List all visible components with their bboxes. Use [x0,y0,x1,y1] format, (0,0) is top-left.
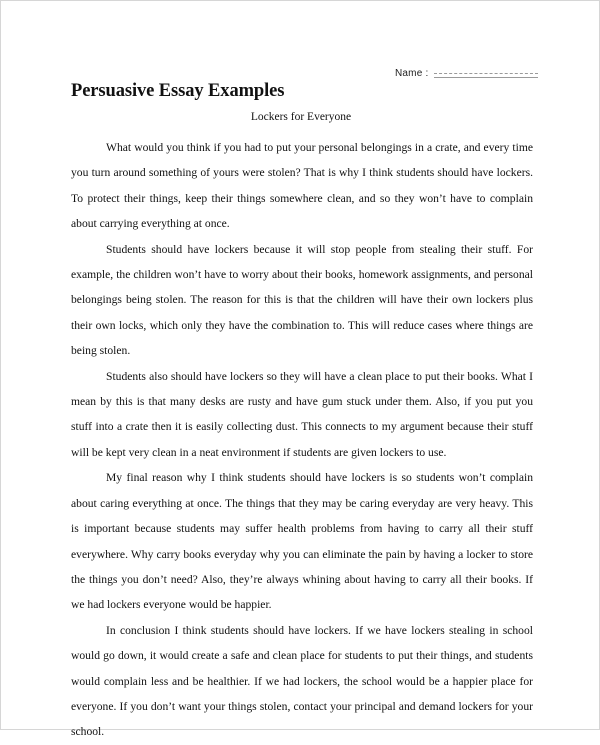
document-title: Persuasive Essay Examples [71,81,285,101]
name-blank-line [434,73,538,78]
essay-subtitle: Lockers for Everyone [250,111,352,123]
essay-body [71,135,533,745]
paragraph-5: In conclusion I think students should have lockers. If we have lockers stealing in school would go down, it would create a safe and clean place for students to put their things, and students would complain less and be healthier. If we had lockers, the school would be a happier place for everyone. If you don’t want your things stolen, contact your principal and demand lockers for your school. [71,623,533,739]
paragraph-1: What would you think if you had to put your personal belongings in a crate, and every time you turn around something of yours were stolen? That is why I think students should have lockers. To protect their things, keep their things somewhere clean, and so they won’t have to complain about carrying everything at once. [71,141,533,231]
paragraph-3: Students also should have lockers so they will have a clean place to put their books. What I mean by this is that many desks are rusty and have gum stuck under them. Also, if you put you stuff into a crate then it is easily collecting dust. This connects to my argument because their stuff will be kept very clean in a neat environment if students are given lockers to use. [71,369,533,459]
name-field [395,68,538,79]
paragraph-4: My final reason why I think students should have lockers is so students won’t complain about caring everything at once. The things that they may be caring everyday are very heavy. This is important because students may suffer health problems from having to carry all their stuff everywhere. Why carry books everyday why you can eliminate the pain by having a locker to store the things you don’t need? Also, they’re always whining about having to carry all their books. If we had lockers everyone would be happier. [71,471,533,612]
name-label: Name : [395,68,429,79]
paragraph-2: Students should have lockers because it will stop people from stealing their stuff. For example, the children won’t have to worry about their books, homework assignments, and personal belongings being stolen. The reason for this is that the children will have their own lockers plus their own locks, which only they have the combination to. This will reduce cases where things are being stolen. [71,242,533,358]
